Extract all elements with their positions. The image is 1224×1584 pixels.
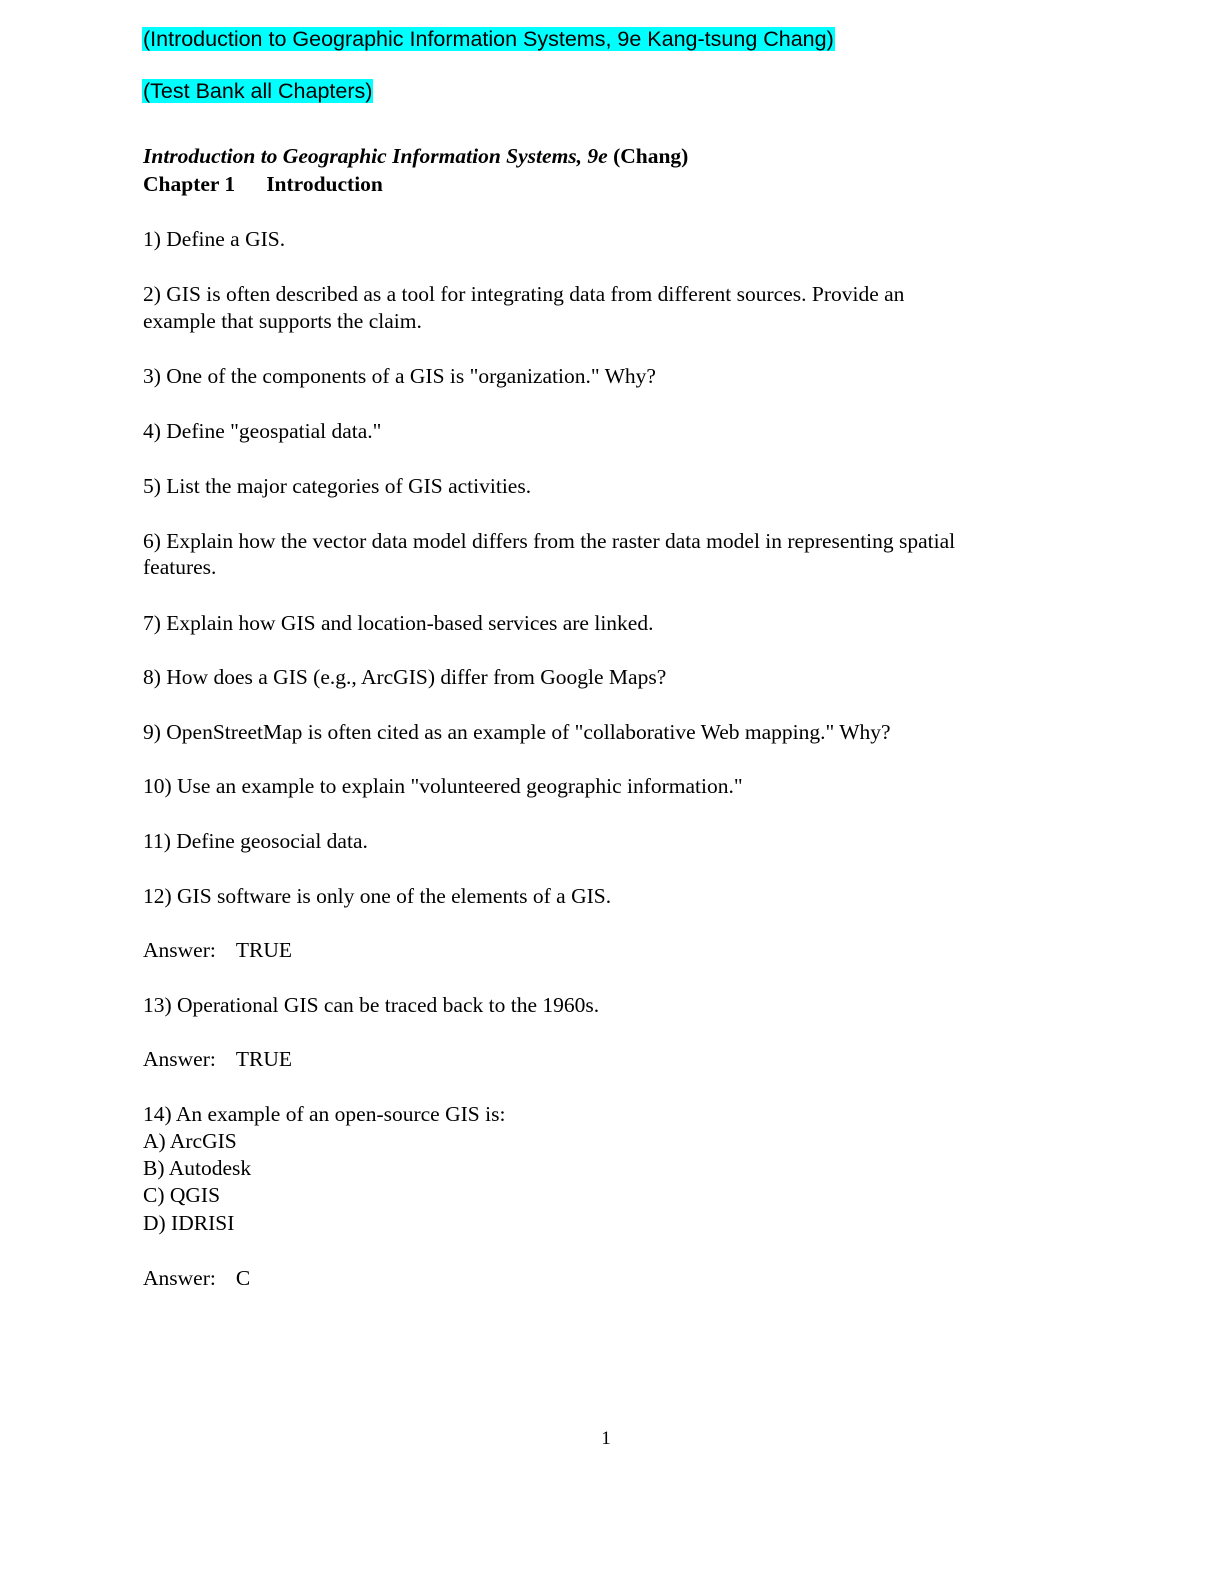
answer-13 xyxy=(143,1046,292,1074)
question-5: 5) List the major categories of GIS activities. xyxy=(143,474,532,498)
book-author: (Chang) xyxy=(613,144,689,168)
option-b: B) Autodesk xyxy=(143,1156,252,1180)
question-2-line-1: 2) GIS is often described as a tool for integrating data from different sources. Provide an xyxy=(143,282,905,306)
option-c: C) QGIS xyxy=(143,1183,221,1207)
answer-value: C xyxy=(235,1266,251,1290)
answer-label: Answer: xyxy=(143,1266,216,1290)
chapter-heading xyxy=(143,171,383,199)
question-2-line-2: example that supports the claim. xyxy=(143,309,422,333)
header-line-2 xyxy=(142,78,373,104)
chapter-title: Introduction xyxy=(266,172,383,196)
option-d: D) IDRISI xyxy=(143,1211,235,1235)
book-title-line xyxy=(143,143,688,171)
question-9: 9) OpenStreetMap is often cited as an example of "collaborative Web mapping." Why? xyxy=(143,720,891,744)
chapter-label: Chapter 1 xyxy=(143,172,236,196)
page-number: 1 xyxy=(601,1428,611,1449)
question-7: 7) Explain how GIS and location-based services are linked. xyxy=(143,611,654,635)
answer-14 xyxy=(143,1265,250,1293)
question-13: 13) Operational GIS can be traced back to the 1960s. xyxy=(143,993,600,1017)
answer-label: Answer: xyxy=(143,1047,216,1071)
question-6-line-1: 6) Explain how the vector data model differs from the raster data model in representing spatial xyxy=(143,529,956,553)
question-12: 12) GIS software is only one of the elements of a GIS. xyxy=(143,884,612,908)
question-1: 1) Define a GIS. xyxy=(143,227,286,251)
option-a: A) ArcGIS xyxy=(143,1129,237,1153)
header-highlight-1: (Introduction to Geographic Information Systems, 9e Kang-tsung Chang) xyxy=(143,27,834,51)
answer-12 xyxy=(143,937,292,965)
answer-value: TRUE xyxy=(235,938,292,962)
book-title: Introduction to Geographic Information Systems, 9e xyxy=(143,144,608,168)
header-highlight-2: (Test Bank all Chapters) xyxy=(143,79,373,103)
answer-value: TRUE xyxy=(235,1047,292,1071)
question-4: 4) Define "geospatial data." xyxy=(143,419,382,443)
question-11: 11) Define geosocial data. xyxy=(143,829,368,853)
answer-label: Answer: xyxy=(143,938,216,962)
question-10: 10) Use an example to explain "volunteered geographic information." xyxy=(143,774,743,798)
question-3: 3) One of the components of a GIS is "organization." Why? xyxy=(143,364,656,388)
question-14: 14) An example of an open-source GIS is: xyxy=(143,1102,506,1126)
header-line-1 xyxy=(142,26,835,52)
question-8: 8) How does a GIS (e.g., ArcGIS) differ from Google Maps? xyxy=(143,665,667,689)
question-6-line-2: features. xyxy=(143,555,217,579)
